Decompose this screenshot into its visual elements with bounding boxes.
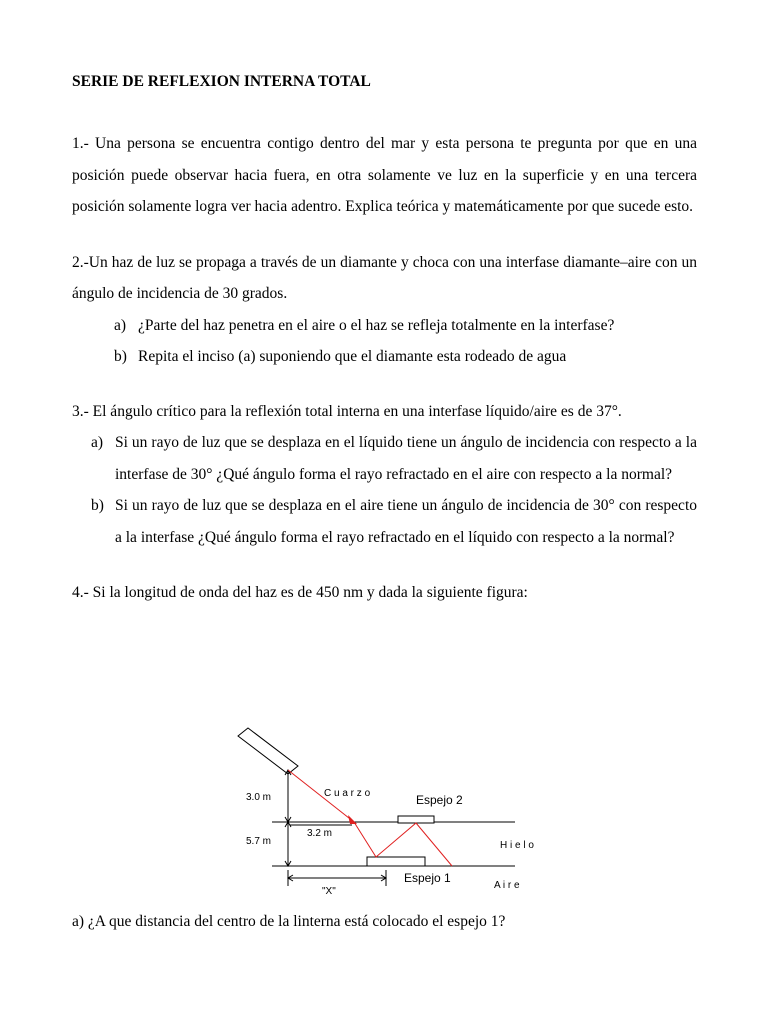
item-text: Repita el inciso (a) suponiendo que el diamante esta rodeado de agua xyxy=(138,347,567,365)
question-1 xyxy=(72,128,697,223)
label-cuarzo: C u a r z o xyxy=(324,788,371,799)
question-3 xyxy=(72,396,697,554)
reflection-figure xyxy=(230,726,534,898)
mirror-1 xyxy=(367,857,425,866)
label-5-7-m: 5.7 m xyxy=(246,836,272,847)
question-3-text: 3.- El ángulo crítico para la reflexión total interna en una interfase líquido/aire es de 37°. xyxy=(72,402,622,420)
document-title: SERIE DE REFLEXION INTERNA TOTAL xyxy=(72,73,371,90)
label-hielo: H i e l o xyxy=(500,840,534,851)
item-label: a) xyxy=(114,316,127,334)
question-4 xyxy=(72,577,697,609)
item-text: ¿Parte del haz penetra en el aire o el haz se refleja totalmente en la interfase? xyxy=(138,316,615,334)
item-text: Si un rayo de luz que se desplaza en el aire tiene un ángulo de incidencia de 30° con respecto a la interfase ¿Qué ángulo forma el rayo refractado en el líquido con respecto a la normal? xyxy=(115,497,697,546)
question-4-text: 4.- Si la longitud de onda del haz es de 450 nm y dada la siguiente figura: xyxy=(72,584,528,601)
figure-svg xyxy=(230,726,534,898)
item-label: a) xyxy=(91,434,104,451)
question-2a xyxy=(72,310,697,341)
question-3a xyxy=(72,427,697,490)
question-4a: a) ¿A que distancia del centro de la linterna está colocado el espejo 1? xyxy=(72,913,506,930)
item-label: b) xyxy=(114,347,127,365)
question-2-text: 2.-Un haz de luz se propaga a través de un diamante y choca con una interfase diamante–aire con un ángulo de incidencia de 30 grados. xyxy=(72,253,697,302)
document-page xyxy=(72,72,697,633)
label-espejo-2: Espejo 2 xyxy=(416,793,463,807)
question-2 xyxy=(72,247,697,372)
label-espejo-1: Espejo 1 xyxy=(404,871,451,885)
flashlight-icon xyxy=(238,728,298,774)
label-aire: A i r e xyxy=(494,880,520,891)
label-x: "X" xyxy=(322,886,336,897)
label-3-2-m: 3.2 m xyxy=(307,828,333,839)
question-1-text: 1.- Una persona se encuentra contigo dentro del mar y esta persona te pregunta por que en una posición puede observar hacia fuera, en otra solamente ve luz en la superficie y en una tercera posición solamente logra ver hacia adentro. Explica teórica y matemáticamente por que sucede esto. xyxy=(72,135,697,215)
question-3b xyxy=(72,490,697,553)
item-label: b) xyxy=(91,497,104,514)
mirror-2 xyxy=(398,816,434,823)
item-text: Si un rayo de luz que se desplaza en el líquido tiene un ángulo de incidencia con respecto a la interfase de 30° ¿Qué ángulo forma el rayo refractado en el aire con respecto a la normal? xyxy=(115,434,697,483)
question-2b xyxy=(72,341,697,372)
label-3-0-m: 3.0 m xyxy=(246,792,272,803)
